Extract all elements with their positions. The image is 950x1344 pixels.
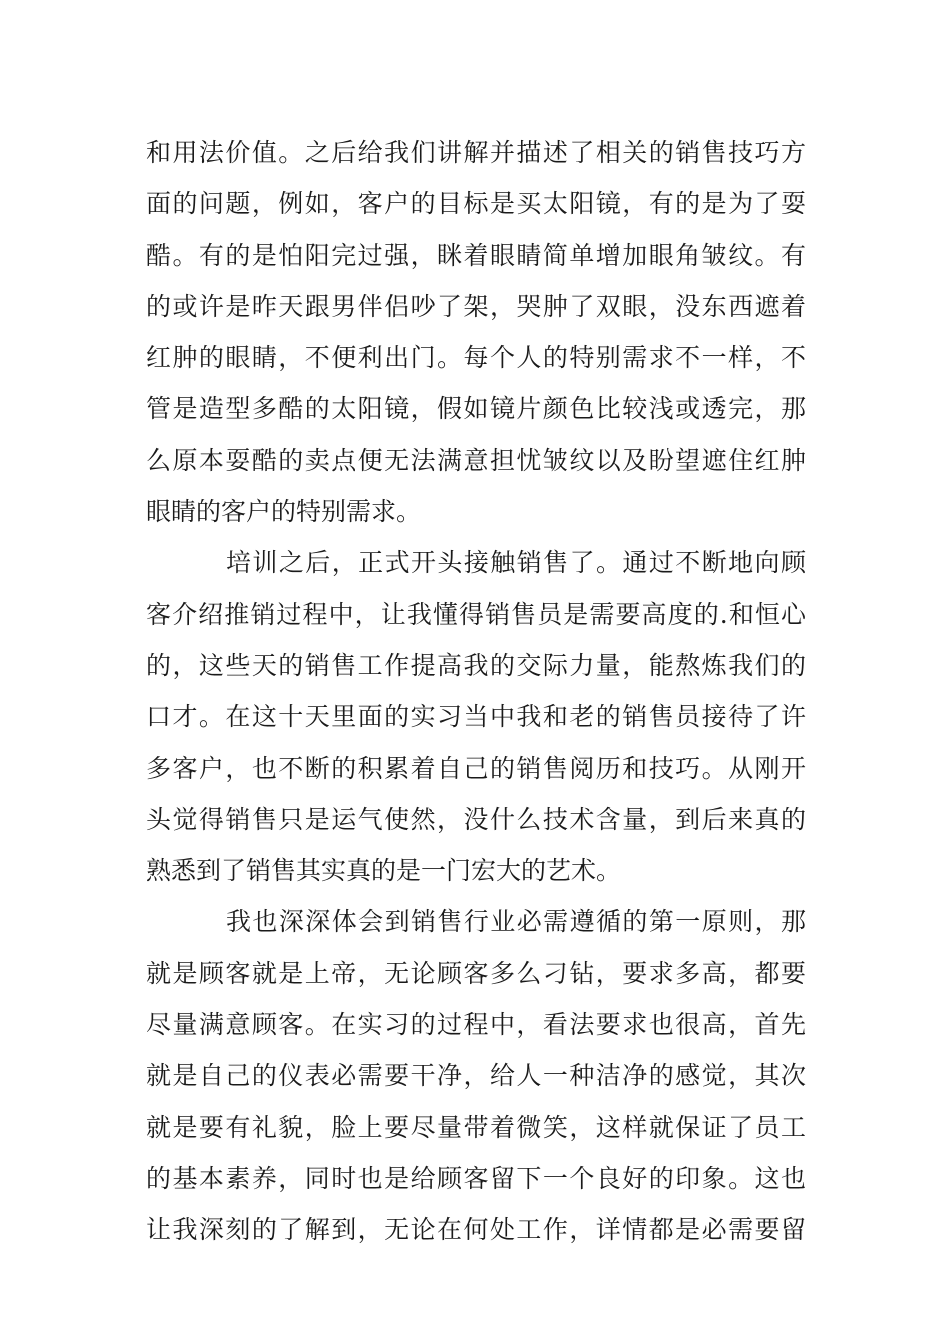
text-line: 就是顾客就是上帝，无论顾客多么刁钻，要求多高，都要	[146, 958, 806, 988]
text-line: 酷。有的是怕阳完过强，眯着眼睛简单增加眼角皱纹。有	[146, 240, 806, 270]
text-line: 的，这些天的销售工作提高我的交际力量，能熬炼我们的	[146, 650, 806, 680]
text-line: 面的问题，例如，客户的目标是买太阳镜，有的是为了耍	[146, 189, 806, 219]
text-line: 口才。在这十天里面的实习当中我和老的销售员接待了许	[146, 702, 806, 732]
text-line: 多客户，也不断的积累着自己的销售阅历和技巧。从刚开	[146, 753, 806, 783]
text-line: 头觉得销售只是运气使然，没什么技术含量，到后来真的	[146, 804, 806, 834]
text-line: 和用法价值。之后给我们讲解并描述了相关的销售技巧方	[146, 138, 806, 167]
text-line: 眼睛的客户的特别需求。	[146, 497, 422, 527]
text-line: 就是自己的仪表必需要干净，给人一种洁净的感觉，其次	[146, 1061, 806, 1091]
text-line: 么原本耍酷的卖点便无法满意担忧皱纹以及盼望遮住红肿	[146, 445, 806, 475]
text-line: 尽量满意顾客。在实习的过程中，看法要求也很高，首先	[146, 1010, 806, 1040]
text-line: 的或许是昨天跟男伴侣吵了架，哭肿了双眼，没东西遮着	[146, 291, 806, 321]
text-line: 我也深深体会到销售行业必需遵循的第一原则，那	[226, 907, 806, 937]
text-line: 红肿的眼睛，不便利出门。每个人的特别需求不一样，不	[146, 343, 806, 373]
document-body	[146, 127, 806, 1256]
text-line: 让我深刻的了解到，无论在何处工作，详情都是必需要留	[146, 1215, 806, 1245]
text-line: 就是要有礼貌，脸上要尽量带着微笑，这样就保证了员工	[146, 1112, 806, 1142]
text-line: 客介绍推销过程中，让我懂得销售员是需要高度的.和恒心	[146, 599, 806, 629]
text-line: 培训之后，正式开头接触销售了。通过不断地向顾	[226, 548, 806, 578]
text-line: 的基本素养，同时也是给顾客留下一个良好的印象。这也	[146, 1163, 806, 1193]
text-line: 管是造型多酷的太阳镜，假如镜片颜色比较浅或透完，那	[146, 394, 806, 424]
text-line: 熟悉到了销售其实真的是一门宏大的艺术。	[146, 856, 622, 886]
